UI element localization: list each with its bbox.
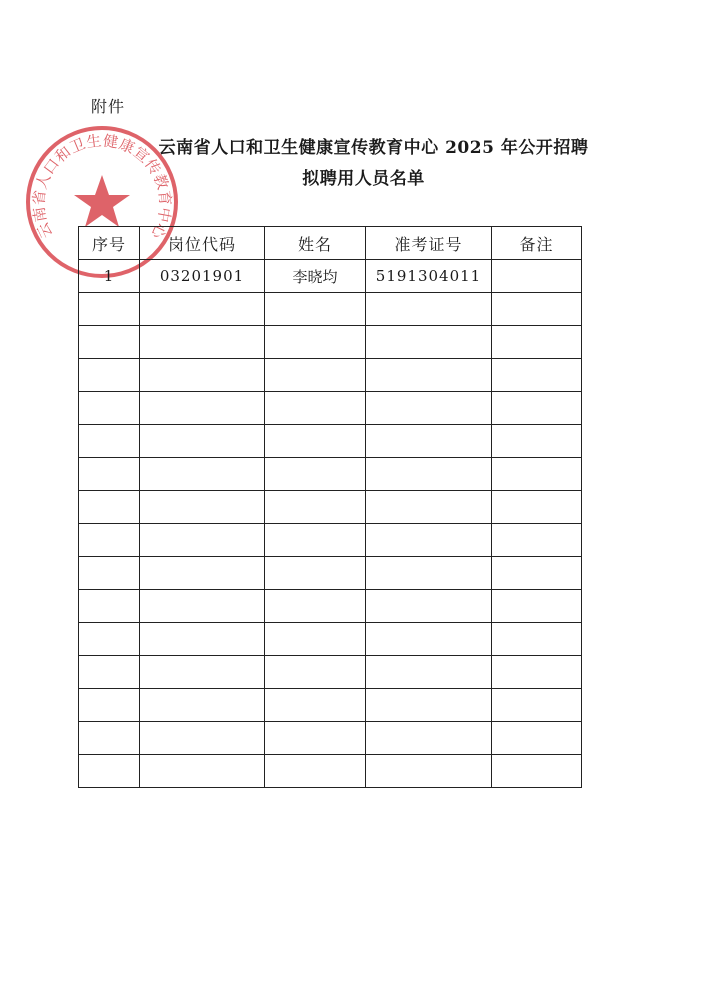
table-row-empty: [79, 425, 582, 458]
header-name: 姓名: [265, 227, 366, 260]
table-cell-empty: [140, 524, 265, 557]
table-cell-empty: [265, 359, 366, 392]
table-cell-empty: [140, 755, 265, 788]
table-cell-empty: [140, 623, 265, 656]
table-cell-empty: [366, 656, 492, 689]
table-cell-empty: [140, 293, 265, 326]
table-cell-empty: [492, 590, 582, 623]
table-cell-empty: [140, 425, 265, 458]
table-cell-empty: [140, 689, 265, 722]
table-cell-empty: [492, 392, 582, 425]
table-cell-empty: [366, 722, 492, 755]
table-row-empty: [79, 689, 582, 722]
table-cell-empty: [366, 755, 492, 788]
table-cell-empty: [492, 623, 582, 656]
header-serial: 序号: [79, 227, 140, 260]
table-cell-empty: [366, 689, 492, 722]
table-cell-empty: [492, 491, 582, 524]
table-row-empty: [79, 359, 582, 392]
table-cell-empty: [265, 425, 366, 458]
table-cell-empty: [492, 359, 582, 392]
table-row-empty: [79, 590, 582, 623]
table-cell-empty: [366, 491, 492, 524]
cell-position-code: 03201901: [140, 260, 265, 293]
table-header-row: [79, 227, 582, 260]
table-row-empty: [79, 656, 582, 689]
table-cell-empty: [492, 722, 582, 755]
table-cell-empty: [140, 656, 265, 689]
table-row-empty: [79, 458, 582, 491]
table-cell-empty: [79, 326, 140, 359]
table-cell-empty: [492, 557, 582, 590]
table-cell-empty: [492, 458, 582, 491]
cell-remarks: [492, 260, 582, 293]
table-cell-empty: [140, 722, 265, 755]
cell-exam-number: 5191304011: [366, 260, 492, 293]
table-cell-empty: [79, 491, 140, 524]
table-row-empty: [79, 524, 582, 557]
table-cell-empty: [366, 590, 492, 623]
table-cell-empty: [492, 326, 582, 359]
table-cell-empty: [265, 458, 366, 491]
table-cell-empty: [79, 524, 140, 557]
table-cell-empty: [366, 326, 492, 359]
table-cell-empty: [366, 524, 492, 557]
table-row-empty: [79, 755, 582, 788]
table-cell-empty: [79, 293, 140, 326]
hiring-roster-table: [78, 226, 582, 788]
table-cell-empty: [79, 458, 140, 491]
table-row-empty: [79, 293, 582, 326]
cell-name: 李晓均: [265, 260, 366, 293]
table-cell-empty: [140, 359, 265, 392]
table-cell-empty: [79, 557, 140, 590]
table-cell-empty: [366, 623, 492, 656]
table-cell-empty: [140, 590, 265, 623]
table-cell-empty: [140, 392, 265, 425]
document-title: 云南省人口和卫生健康宣传教育中心 2025 年公开招聘: [158, 138, 589, 158]
table-cell-empty: [140, 458, 265, 491]
table-cell-empty: [79, 392, 140, 425]
table-cell-empty: [79, 656, 140, 689]
document-subtitle: 拟聘用人员名单: [302, 169, 425, 189]
table-cell-empty: [265, 590, 366, 623]
table-row-empty: [79, 623, 582, 656]
table-cell-empty: [265, 293, 366, 326]
table-cell-empty: [492, 656, 582, 689]
table-row-empty: [79, 491, 582, 524]
table-cell-empty: [265, 755, 366, 788]
table-cell-empty: [79, 359, 140, 392]
table-cell-empty: [265, 392, 366, 425]
table-cell-empty: [140, 326, 265, 359]
header-exam-number: 准考证号: [366, 227, 492, 260]
table-cell-empty: [265, 524, 366, 557]
table-cell-empty: [366, 458, 492, 491]
table-cell-empty: [265, 491, 366, 524]
table-cell-empty: [366, 359, 492, 392]
table-cell-empty: [79, 755, 140, 788]
cell-serial: 1: [79, 260, 140, 293]
table-cell-empty: [492, 689, 582, 722]
table-cell-empty: [265, 722, 366, 755]
table-cell-empty: [140, 557, 265, 590]
table-cell-empty: [492, 524, 582, 557]
header-remarks: 备注: [492, 227, 582, 260]
table-cell-empty: [366, 392, 492, 425]
table-row-empty: [79, 392, 582, 425]
table-row-empty: [79, 557, 582, 590]
table-cell-empty: [366, 557, 492, 590]
table-cell-empty: [492, 293, 582, 326]
table-row-empty: [79, 326, 582, 359]
attachment-label: 附件: [91, 97, 126, 116]
table-row: [79, 260, 582, 293]
table-cell-empty: [265, 326, 366, 359]
table-cell-empty: [366, 425, 492, 458]
table-cell-empty: [492, 425, 582, 458]
seal-text: 云南省人口和卫生健康宣传教育中心: [29, 131, 175, 243]
table-row-empty: [79, 722, 582, 755]
table-cell-empty: [79, 590, 140, 623]
table-cell-empty: [265, 623, 366, 656]
table-cell-empty: [79, 722, 140, 755]
table-cell-empty: [265, 689, 366, 722]
table-cell-empty: [366, 293, 492, 326]
table-cell-empty: [79, 623, 140, 656]
table-cell-empty: [140, 491, 265, 524]
header-position-code: 岗位代码: [140, 227, 265, 260]
table-cell-empty: [265, 656, 366, 689]
table-cell-empty: [265, 557, 366, 590]
table-cell-empty: [79, 689, 140, 722]
table-cell-empty: [79, 425, 140, 458]
table-cell-empty: [492, 755, 582, 788]
